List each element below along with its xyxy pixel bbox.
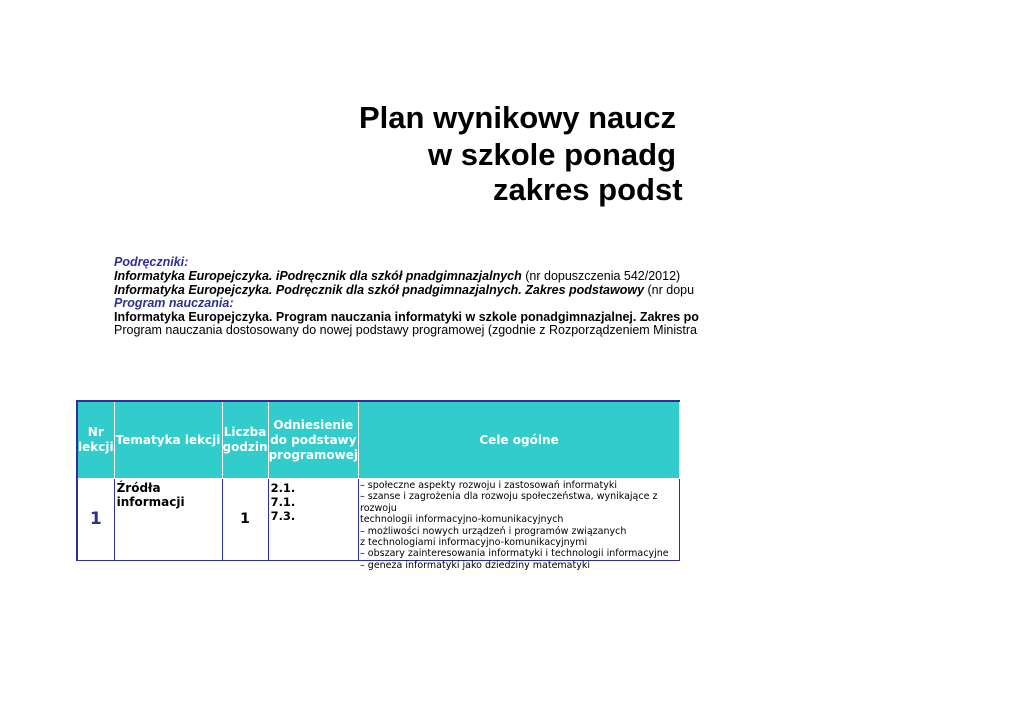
textbook-2-note: (nr dopu: [644, 283, 695, 297]
goal-line: – możliwości nowych urządzeń i programów związanych: [360, 525, 627, 537]
title-line-3: zakres podst: [493, 172, 683, 207]
header-goals: Cele ogólne: [359, 401, 680, 479]
program-title: Informatyka Europejczyka. Program nauczania informatyki w szkole ponadgimnazjalnej. Zakres po: [114, 310, 699, 324]
lesson-plan-table: [76, 400, 680, 571]
table-row: [77, 479, 680, 561]
goal-line: – szanse i zagrożenia dla rozwoju społeczeństwa, wynikające z: [360, 491, 658, 503]
textbook-2: [114, 283, 694, 297]
title-line-2: w szkole ponadg: [428, 137, 677, 172]
cell-refs: [268, 479, 358, 561]
program-label: Program nauczania:: [114, 296, 234, 310]
textbook-2-title: Informatyka Europejczyka. Podręcznik dla szkół pnadgimnazjalnych. Zakres podstawowy: [114, 283, 645, 297]
textbook-1-note: (nr dopuszczenia 542/2012): [521, 269, 681, 283]
textbook-1: [114, 269, 680, 283]
table-header-row: [77, 401, 680, 479]
ref-item: 7.1.: [270, 495, 296, 509]
header-refs: Odniesienie do podstawy programowej: [268, 401, 358, 479]
goal-line: rozwoju: [360, 502, 397, 514]
ref-item: 2.1.: [270, 481, 296, 495]
goal-line: – obszary zainteresowania informatyki i technologii informacyjne: [360, 548, 669, 560]
cell-topic: Źródła informacji: [114, 479, 222, 561]
header-nr: Nr lekcji: [77, 401, 114, 479]
goal-line: technologii informacyjno-komunikacyjnych: [360, 514, 564, 526]
goal-line: – społeczne aspekty rozwoju i zastosowań informatyki: [360, 480, 617, 491]
cell-goals: [359, 479, 680, 571]
textbooks-label: Podręczniki:: [114, 255, 189, 269]
cell-hours: 1: [222, 479, 268, 561]
cell-nr: 1: [77, 479, 114, 561]
header-topic: Tematyka lekcji: [114, 401, 222, 479]
goal-line: z technologiami informacyjno-komunikacyjnymi: [360, 537, 588, 549]
ref-item: 7.3.: [270, 509, 296, 523]
program-note: Program nauczania dostosowany do nowej podstawy programowej (zgodnie z Rozporządzeniem Ministra: [114, 323, 697, 337]
title-line-1: Plan wynikowy naucz: [359, 100, 676, 135]
goal-line: – geneza informatyki jako dziedziny matematyki: [360, 559, 590, 571]
textbook-1-title: Informatyka Europejczyka. iPodręcznik dla szkół pnadgimnazjalnych: [114, 269, 522, 283]
header-hours: Liczba godzin: [222, 401, 268, 479]
